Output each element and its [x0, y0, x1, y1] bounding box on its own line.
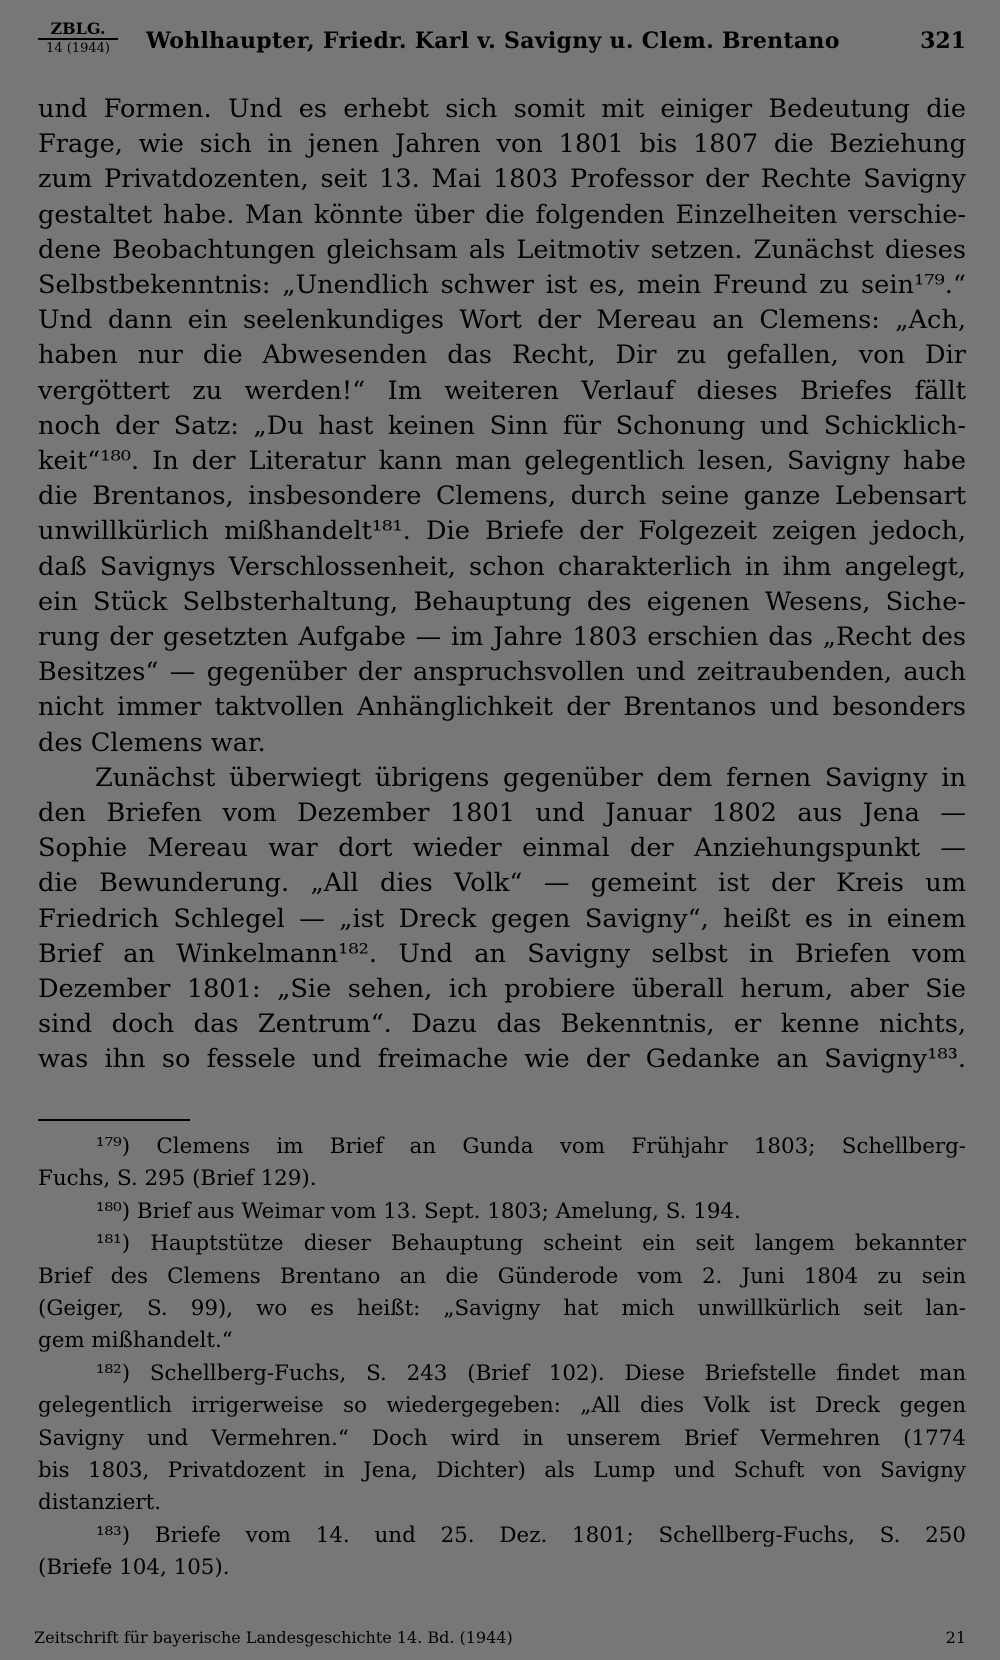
footnote-line: (Geiger, S. 99), wo es heißt: „Savigny hat mich unwillkürlich seit lan-: [38, 1296, 966, 1322]
body-line: rung der gesetzten Aufgabe — im Jahre 1803 erschien das „Recht des: [38, 622, 966, 653]
body-line: Brief an Winkelmann¹⁸². Und an Savigny selbst in Briefen vom: [38, 938, 966, 969]
body-line: den Briefen vom Dezember 1801 und Januar 1802 aus Jena —: [38, 798, 966, 829]
footnote-line: ¹⁷⁹) Clemens im Brief an Gunda vom Frühjahr 1803; Schellberg-: [96, 1134, 966, 1159]
body-line: Frage, wie sich in jenen Jahren von 1801 bis 1807 die Beziehung: [38, 129, 966, 160]
footer-journal: Zeitschrift für bayerische Landesgeschichte 14. Bd. (1944): [34, 1628, 513, 1647]
body-line: was ihn so fessele und freimache wie der Gedanke an Savigny¹⁸³.: [38, 1044, 966, 1075]
body-line: sind doch das Zentrum“. Dazu das Bekenntnis, er kenne nichts,: [38, 1009, 966, 1040]
body-text: [38, 92, 966, 1078]
journal-abbreviation: ZBLG.: [38, 20, 118, 40]
body-line: die Brentanos, insbesondere Clemens, durch seine ganze Lebensart: [38, 481, 966, 512]
footnote-line: distanziert.: [38, 1490, 162, 1516]
body-line: haben nur die Abwesenden das Recht, Dir zu gefallen, von Dir: [38, 340, 966, 371]
body-line: Selbstbekenntnis: „Unendlich schwer ist es, mein Freund zu sein¹⁷⁹.“: [38, 270, 966, 301]
body-line: des Clemens war.: [38, 727, 266, 758]
footnote-line: ¹⁸²) Schellberg-Fuchs, S. 243 (Brief 102). Diese Briefstelle findet man: [96, 1360, 966, 1386]
body-line: zum Privatdozenten, seit 13. Mai 1803 Professor der Rechte Savigny: [38, 164, 966, 195]
footnote-line: ¹⁸⁰) Brief aus Weimar vom 13. Sept. 1803; Amelung, S. 194.: [96, 1198, 741, 1224]
body-line: gestaltet habe. Man könnte über die folgenden Einzelheiten verschie-: [38, 199, 966, 230]
footnote-line: gem mißhandelt.“: [38, 1328, 233, 1354]
volume-year: 14 (1944): [46, 41, 110, 56]
page-header: [38, 20, 966, 64]
footnote-line: gelegentlich irrigerweise so wiedergegeben: „All dies Volk ist Dreck gegen: [38, 1393, 966, 1419]
body-line: die Bewunderung. „All dies Volk“ — gemeint ist der Kreis um: [38, 868, 966, 899]
footnote-line: ¹⁸¹) Hauptstütze dieser Behauptung scheint ein seit langem bekannter: [96, 1231, 966, 1257]
body-line: keit“¹⁸⁰. In der Literatur kann man gelegentlich lesen, Savigny habe: [38, 446, 966, 477]
body-line: Friedrich Schlegel — „ist Dreck gegen Savigny“, heißt es in einem: [38, 903, 966, 934]
footnote-line: (Briefe 104, 105).: [38, 1555, 230, 1581]
running-title: Wohlhaupter, Friedr. Karl v. Savigny u. Clem. Brentano: [146, 28, 840, 54]
footnote-line: Fuchs, S. 295 (Brief 129).: [38, 1166, 317, 1192]
footnote-line: Brief des Clemens Brentano an die Günderode vom 2. Juni 1804 zu sein: [38, 1263, 966, 1289]
journal-abbreviation-block: [38, 20, 118, 58]
body-line: ein Stück Selbsterhaltung, Behauptung des eigenen Wesens, Siche-: [38, 586, 966, 617]
body-line: unwillkürlich mißhandelt¹⁸¹. Die Briefe der Folgezeit zeigen jedoch,: [38, 516, 966, 547]
body-line: nicht immer taktvollen Anhänglichkeit der Brentanos und besonders: [38, 692, 966, 723]
body-line: und Formen. Und es erhebt sich somit mit einiger Bedeutung die: [38, 94, 966, 124]
body-line: Dezember 1801: „Sie sehen, ich probiere überall herum, aber Sie: [38, 974, 966, 1005]
footnote-line: ¹⁸³) Briefe vom 14. und 25. Dez. 1801; Schellberg-Fuchs, S. 250: [96, 1522, 966, 1548]
footer-signature: 21: [945, 1628, 966, 1647]
body-line: Sophie Mereau war dort wieder einmal der Anziehungspunkt —: [38, 833, 966, 864]
page-number: 321: [920, 28, 966, 54]
footnote-separator: [38, 1119, 190, 1121]
body-line: Besitzes“ — gegenüber der anspruchsvollen und zeitraubenden, auch: [38, 657, 966, 688]
footnote-line: Savigny und Vermehren.“ Doch wird in unserem Brief Vermehren (1774: [38, 1425, 966, 1451]
body-line: Und dann ein seelenkundiges Wort der Mereau an Clemens: „Ach,: [38, 305, 966, 336]
body-line: Zunächst überwiegt übrigens gegenüber dem fernen Savigny in: [95, 762, 966, 793]
body-line: dene Beobachtungen gleichsam als Leitmotiv setzen. Zunächst dieses: [38, 234, 966, 265]
footnote-line: bis 1803, Privatdozent in Jena, Dichter) als Lump und Schuft von Savigny: [38, 1458, 966, 1484]
body-line: vergöttert zu werden!“ Im weiteren Verlauf dieses Briefes fällt: [38, 375, 966, 406]
body-line: daß Savignys Verschlossenheit, schon charakterlich in ihm angelegt,: [38, 551, 966, 582]
body-line: noch der Satz: „Du hast keinen Sinn für Schonung und Schicklich-: [38, 410, 966, 441]
footnotes: [38, 1131, 966, 1585]
